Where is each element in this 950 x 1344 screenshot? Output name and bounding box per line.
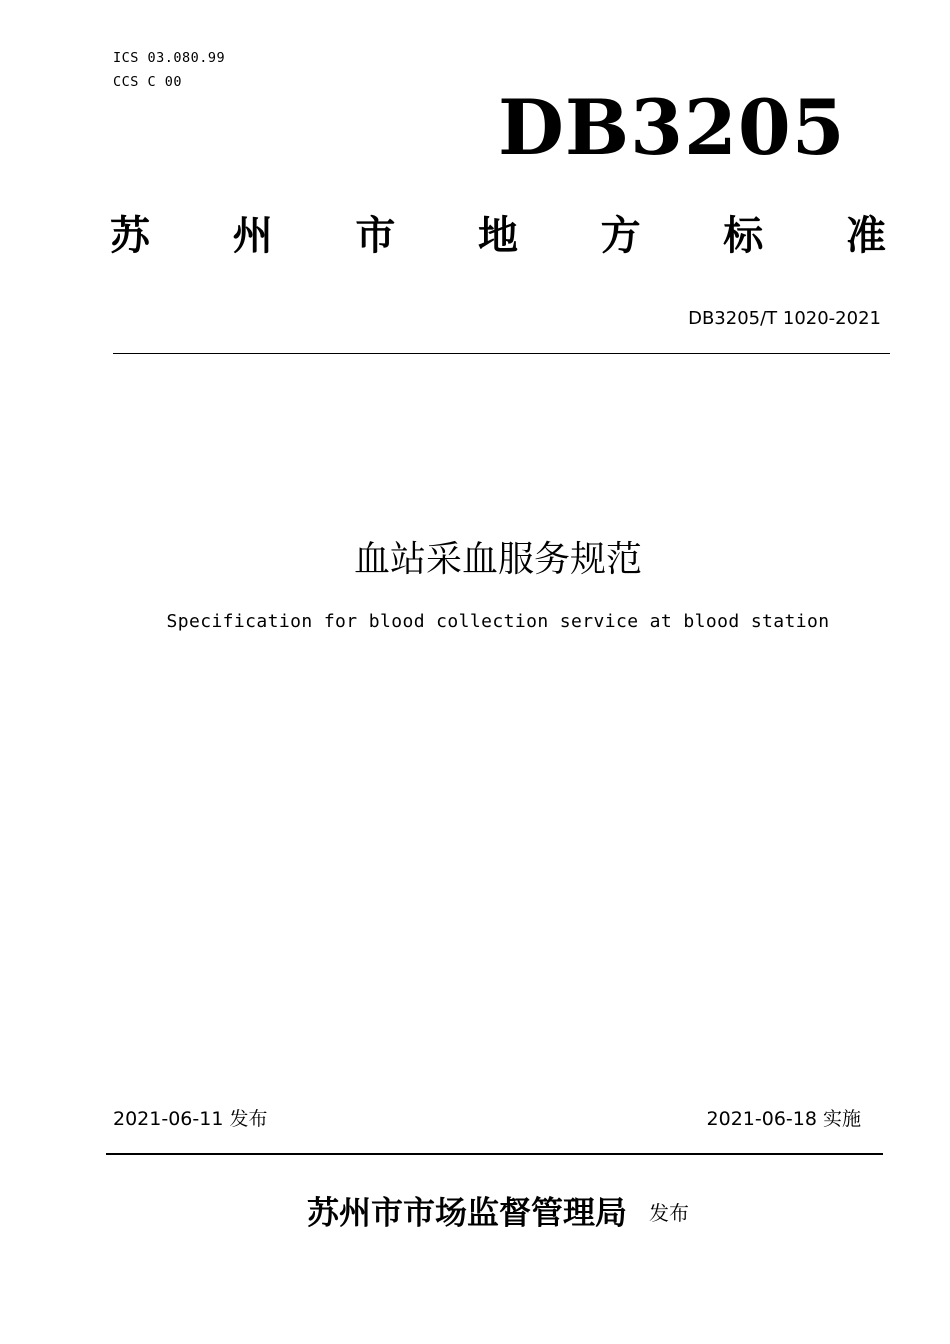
- issuer-line: [0, 1186, 950, 1239]
- issue-date: 2021-06-11 发布: [113, 1108, 268, 1130]
- document-title-english: Specification for blood collection service at blood station: [166, 611, 830, 632]
- ics-code: ICS 03.080.99: [113, 50, 226, 66]
- db-standard-code: DB3205: [498, 83, 846, 172]
- local-standard-char: 地: [477, 211, 518, 259]
- document-title-chinese: 血站采血服务规范: [353, 539, 642, 580]
- issuing-authority: 苏州市市场监督管理局: [306, 1193, 627, 1232]
- local-standard-char: 准: [845, 211, 886, 259]
- issuer-suffix: 发布: [649, 1200, 689, 1225]
- local-standard-char: 市: [355, 211, 396, 259]
- local-standard-char: 州: [232, 211, 273, 259]
- local-standard-heading: [110, 200, 886, 264]
- local-standard-char: 方: [600, 211, 641, 259]
- standard-number: DB3205/T 1020-2021: [688, 308, 881, 329]
- local-standard-char: 标: [723, 211, 764, 259]
- footer-divider: [106, 1153, 883, 1155]
- ccs-code: CCS C 00: [113, 74, 183, 90]
- local-standard-char: 苏: [110, 211, 150, 259]
- header-divider: [113, 353, 890, 354]
- implementation-date: 2021-06-18 实施: [706, 1108, 861, 1130]
